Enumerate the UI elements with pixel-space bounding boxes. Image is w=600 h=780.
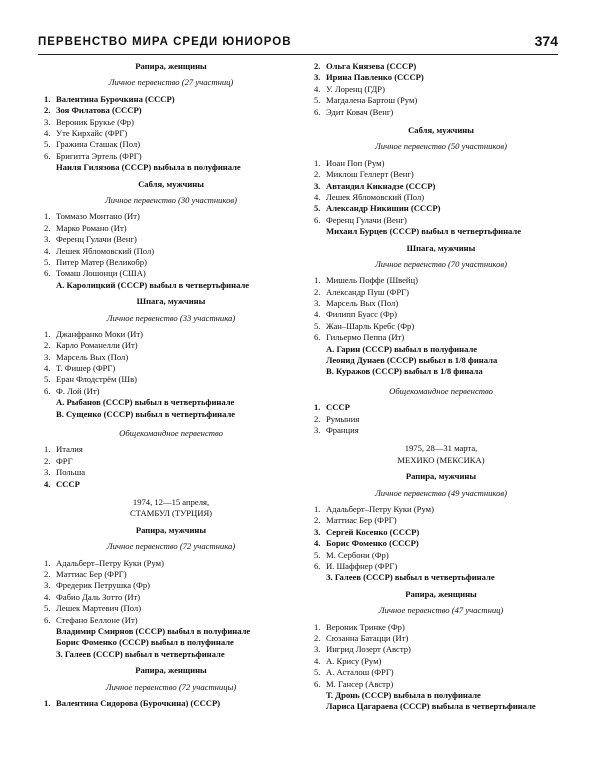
result-row: 4. Фабио Даль Зотто (Ит) <box>44 591 141 602</box>
result-row: 5. Александр Никишин (СССР) <box>314 203 441 214</box>
section-title: Рапира, женщины <box>405 588 477 599</box>
result-row: 6. Ф. Лой (Ит) <box>44 385 100 396</box>
result-row: 6. И. Шаффнер (ФРГ) <box>314 560 398 571</box>
result-row: 3. Автандил Кикнадзе (СССР) <box>314 180 436 191</box>
result-row: 6. Гильермо Пеппа (Ит) <box>314 332 405 343</box>
result-row: 3. Ингрид Лозерт (Австр) <box>314 644 411 655</box>
result-row: 3. Вероник Брукье (Фр) <box>44 116 134 127</box>
section-subtitle: Общекомандное первенство <box>389 385 493 396</box>
result-row: 2. Ольга Князева (СССР) <box>314 61 417 71</box>
result-row: 3. Ирина Павленко (СССР) <box>314 72 424 83</box>
result-row: 1. Италия <box>44 444 83 455</box>
elimination-note: З. Галеев (СССР) выбыл в четвертьфинале <box>326 572 495 583</box>
section-subtitle: Личное первенство (70 участников) <box>374 258 507 269</box>
section-subtitle: Личное первенство (72 участника) <box>106 541 236 552</box>
result-row: 6. Ференц Гулачи (Венг) <box>314 214 407 225</box>
section-subtitle: Личное первенство (30 участников) <box>104 194 237 205</box>
elimination-note: А. Рыбанов (СССР) выбыл в четвертьфинале <box>56 397 235 408</box>
result-row: 4. Лешек Ябломовский (Пол) <box>314 191 425 202</box>
event-place: МЕХИКО (МЕКСИКА) <box>397 454 485 465</box>
section-subtitle: Личное первенство (47 участниц) <box>378 605 504 616</box>
result-row: 2. Маттиас Бер (ФРГ) <box>44 569 127 580</box>
result-row: 5. М. Сербони (Фр) <box>314 549 389 560</box>
result-row: 4. Лешек Ябломовский (Пол) <box>44 245 155 256</box>
result-row: 2. Маттиас Бер (ФРГ) <box>314 515 397 526</box>
result-row: 3. Польша <box>44 467 86 478</box>
result-row: 3. Сергей Косенко (СССР) <box>314 526 420 537</box>
running-header <box>38 33 558 55</box>
section-subtitle: Общекомандное первенство <box>119 428 223 439</box>
result-row: 1. Адальберт–Петру Куки (Рум) <box>314 504 434 515</box>
result-row: 3. Ференц Гулачи (Венг) <box>44 234 137 245</box>
elimination-note: В. Сущенко (СССР) выбыл в четвертьфинале <box>56 408 236 419</box>
result-row: 5. Еран Флодстрём (Шв) <box>44 374 138 385</box>
elimination-note: Т. Дронь (СССР) выбыла в полуфинале <box>326 689 481 700</box>
result-row: 1. СССР <box>314 402 350 413</box>
elimination-note: В. Куражов (СССР) выбыл в 1/8 финала <box>326 366 483 377</box>
section-title: Рапира, женщины <box>135 61 207 71</box>
event-date: 1975, 28—31 марта, <box>404 443 478 454</box>
result-row: 4. Филипп Буасс (Фр) <box>314 309 397 320</box>
section-title: Рапира, мужчины <box>135 524 207 535</box>
result-row: 5. Магдалена Бартош (Рум) <box>314 95 418 106</box>
result-row: 2. Зоя Филатова (СССР) <box>44 105 142 116</box>
event-place: СТАМБУЛ (ТУРЦИЯ) <box>129 508 213 519</box>
result-row: 4. СССР <box>44 478 80 489</box>
result-row: 1. Валентина Сидорова (Бурочкина) (СССР) <box>44 697 221 708</box>
elimination-note: А. Каролицкий (СССР) выбыл в четвертьфинале <box>56 279 250 290</box>
result-row: 1. Валентина Бурочкина (СССР) <box>44 93 175 104</box>
section-subtitle: Личное первенство (72 участницы) <box>105 681 237 692</box>
result-row: 3. Марсель Вых (Пол) <box>314 298 399 309</box>
result-row: 3. Марсель Вых (Пол) <box>44 351 129 362</box>
section-title: Рапира, женщины <box>135 665 207 676</box>
result-row: 2. Карло Романелли (Ит) <box>44 340 138 351</box>
section-title: Сабля, мужчины <box>408 124 474 135</box>
section-subtitle: Личное первенство (50 участников) <box>374 141 507 152</box>
result-row: 1. Мишель Поффе (Швейц) <box>314 275 418 286</box>
result-row: 6. Стефано Беллоне (Ит) <box>44 614 138 625</box>
result-row: 2. Миклош Геллерт (Венг) <box>314 169 414 180</box>
left-column <box>44 61 298 709</box>
page-number: 374 <box>534 33 558 49</box>
elimination-note: Михаил Бурцев (СССР) выбыл в четвертьфинале <box>326 226 522 237</box>
result-row: 4. У. Лоренц (ГДР) <box>314 83 385 94</box>
result-row: 2. ФРГ <box>44 455 73 466</box>
section-subtitle: Личное первенство (33 участника) <box>106 312 236 323</box>
result-row: 5. Гражина Сташак (Пол) <box>44 139 141 150</box>
result-row: 4. Борис Фоменко (СССР) <box>314 538 419 549</box>
result-row: 3. Фредерик Петрушка (Фр) <box>44 580 150 591</box>
result-row: 1. Иоан Поп (Рум) <box>314 157 385 168</box>
event-date: 1974, 12—15 апреля, <box>132 497 210 507</box>
header-title: ПЕРВЕНСТВО МИРА СРЕДИ ЮНИОРОВ <box>38 36 292 48</box>
result-row: 5. А. Асталош (ФРГ) <box>314 667 394 678</box>
section-title: Шпага, мужчины <box>136 296 206 307</box>
result-row: 1. Томмазо Монтано (Ит) <box>44 211 140 222</box>
result-row: 2. Александр Пуш (ФРГ) <box>314 286 409 297</box>
result-row: 1. Адальберт–Петру Куки (Рум) <box>44 557 164 568</box>
section-title: Сабля, мужчины <box>138 178 204 189</box>
elimination-note: З. Галеев (СССР) выбыл в четвертьфинале <box>56 648 225 659</box>
result-row: 2. Марко Романо (Ит) <box>44 222 127 233</box>
elimination-note: Борис Фоменко (СССР) выбыл в полуфинале <box>56 637 234 648</box>
elimination-note: А. Гарин (СССР) выбыл в полуфинале <box>326 343 478 354</box>
result-row: 4. А. Крису (Рум) <box>314 655 382 666</box>
result-row: 2. Сюзанна Батацци (Ит) <box>314 632 409 643</box>
result-row: 5. Жан–Шарль Кребс (Фр) <box>314 320 415 331</box>
section-title: Рапира, мужчины <box>405 471 477 482</box>
result-row: 6. Томаш Лошонци (США) <box>44 268 146 279</box>
result-row: 4. Т. Фишер (ФРГ) <box>44 363 116 374</box>
result-row: 1. Вероник Тринке (Фр) <box>314 621 405 632</box>
result-row: 5. Лешек Мартевич (Пол) <box>44 603 142 614</box>
elimination-note: Владимир Смирнов (СССР) выбыл в полуфинале <box>56 625 251 636</box>
elimination-note: Наиля Гилязова (СССР) выбыла в полуфинале <box>56 162 241 173</box>
elimination-note: Леонид Дунаев (СССР) выбыл в 1/8 финала <box>326 355 498 366</box>
section-subtitle: Личное первенство (49 участников) <box>374 487 507 498</box>
result-row: 6. Бригитта Эртель (ФРГ) <box>44 150 142 161</box>
result-row: 3. Франция <box>314 425 359 436</box>
result-row: 6. Эдит Ковач (Венг) <box>314 106 394 117</box>
result-row: 4. Уте Кирхайс (ФРГ) <box>44 127 128 138</box>
elimination-note: Лариса Цагараева (СССР) выбыла в четвертьфинале <box>326 701 536 712</box>
right-column <box>314 61 568 713</box>
result-row: 6. М. Гансер (Австр) <box>314 678 394 689</box>
section-subtitle: Личное первенство (27 участниц) <box>108 77 234 88</box>
section-title: Шпага, мужчины <box>406 242 476 253</box>
result-row: 2. Румыния <box>314 413 360 424</box>
result-row: 1. Джанфранко Моки (Ит) <box>44 328 144 339</box>
result-row: 5. Питер Матер (Великобр) <box>44 256 147 267</box>
